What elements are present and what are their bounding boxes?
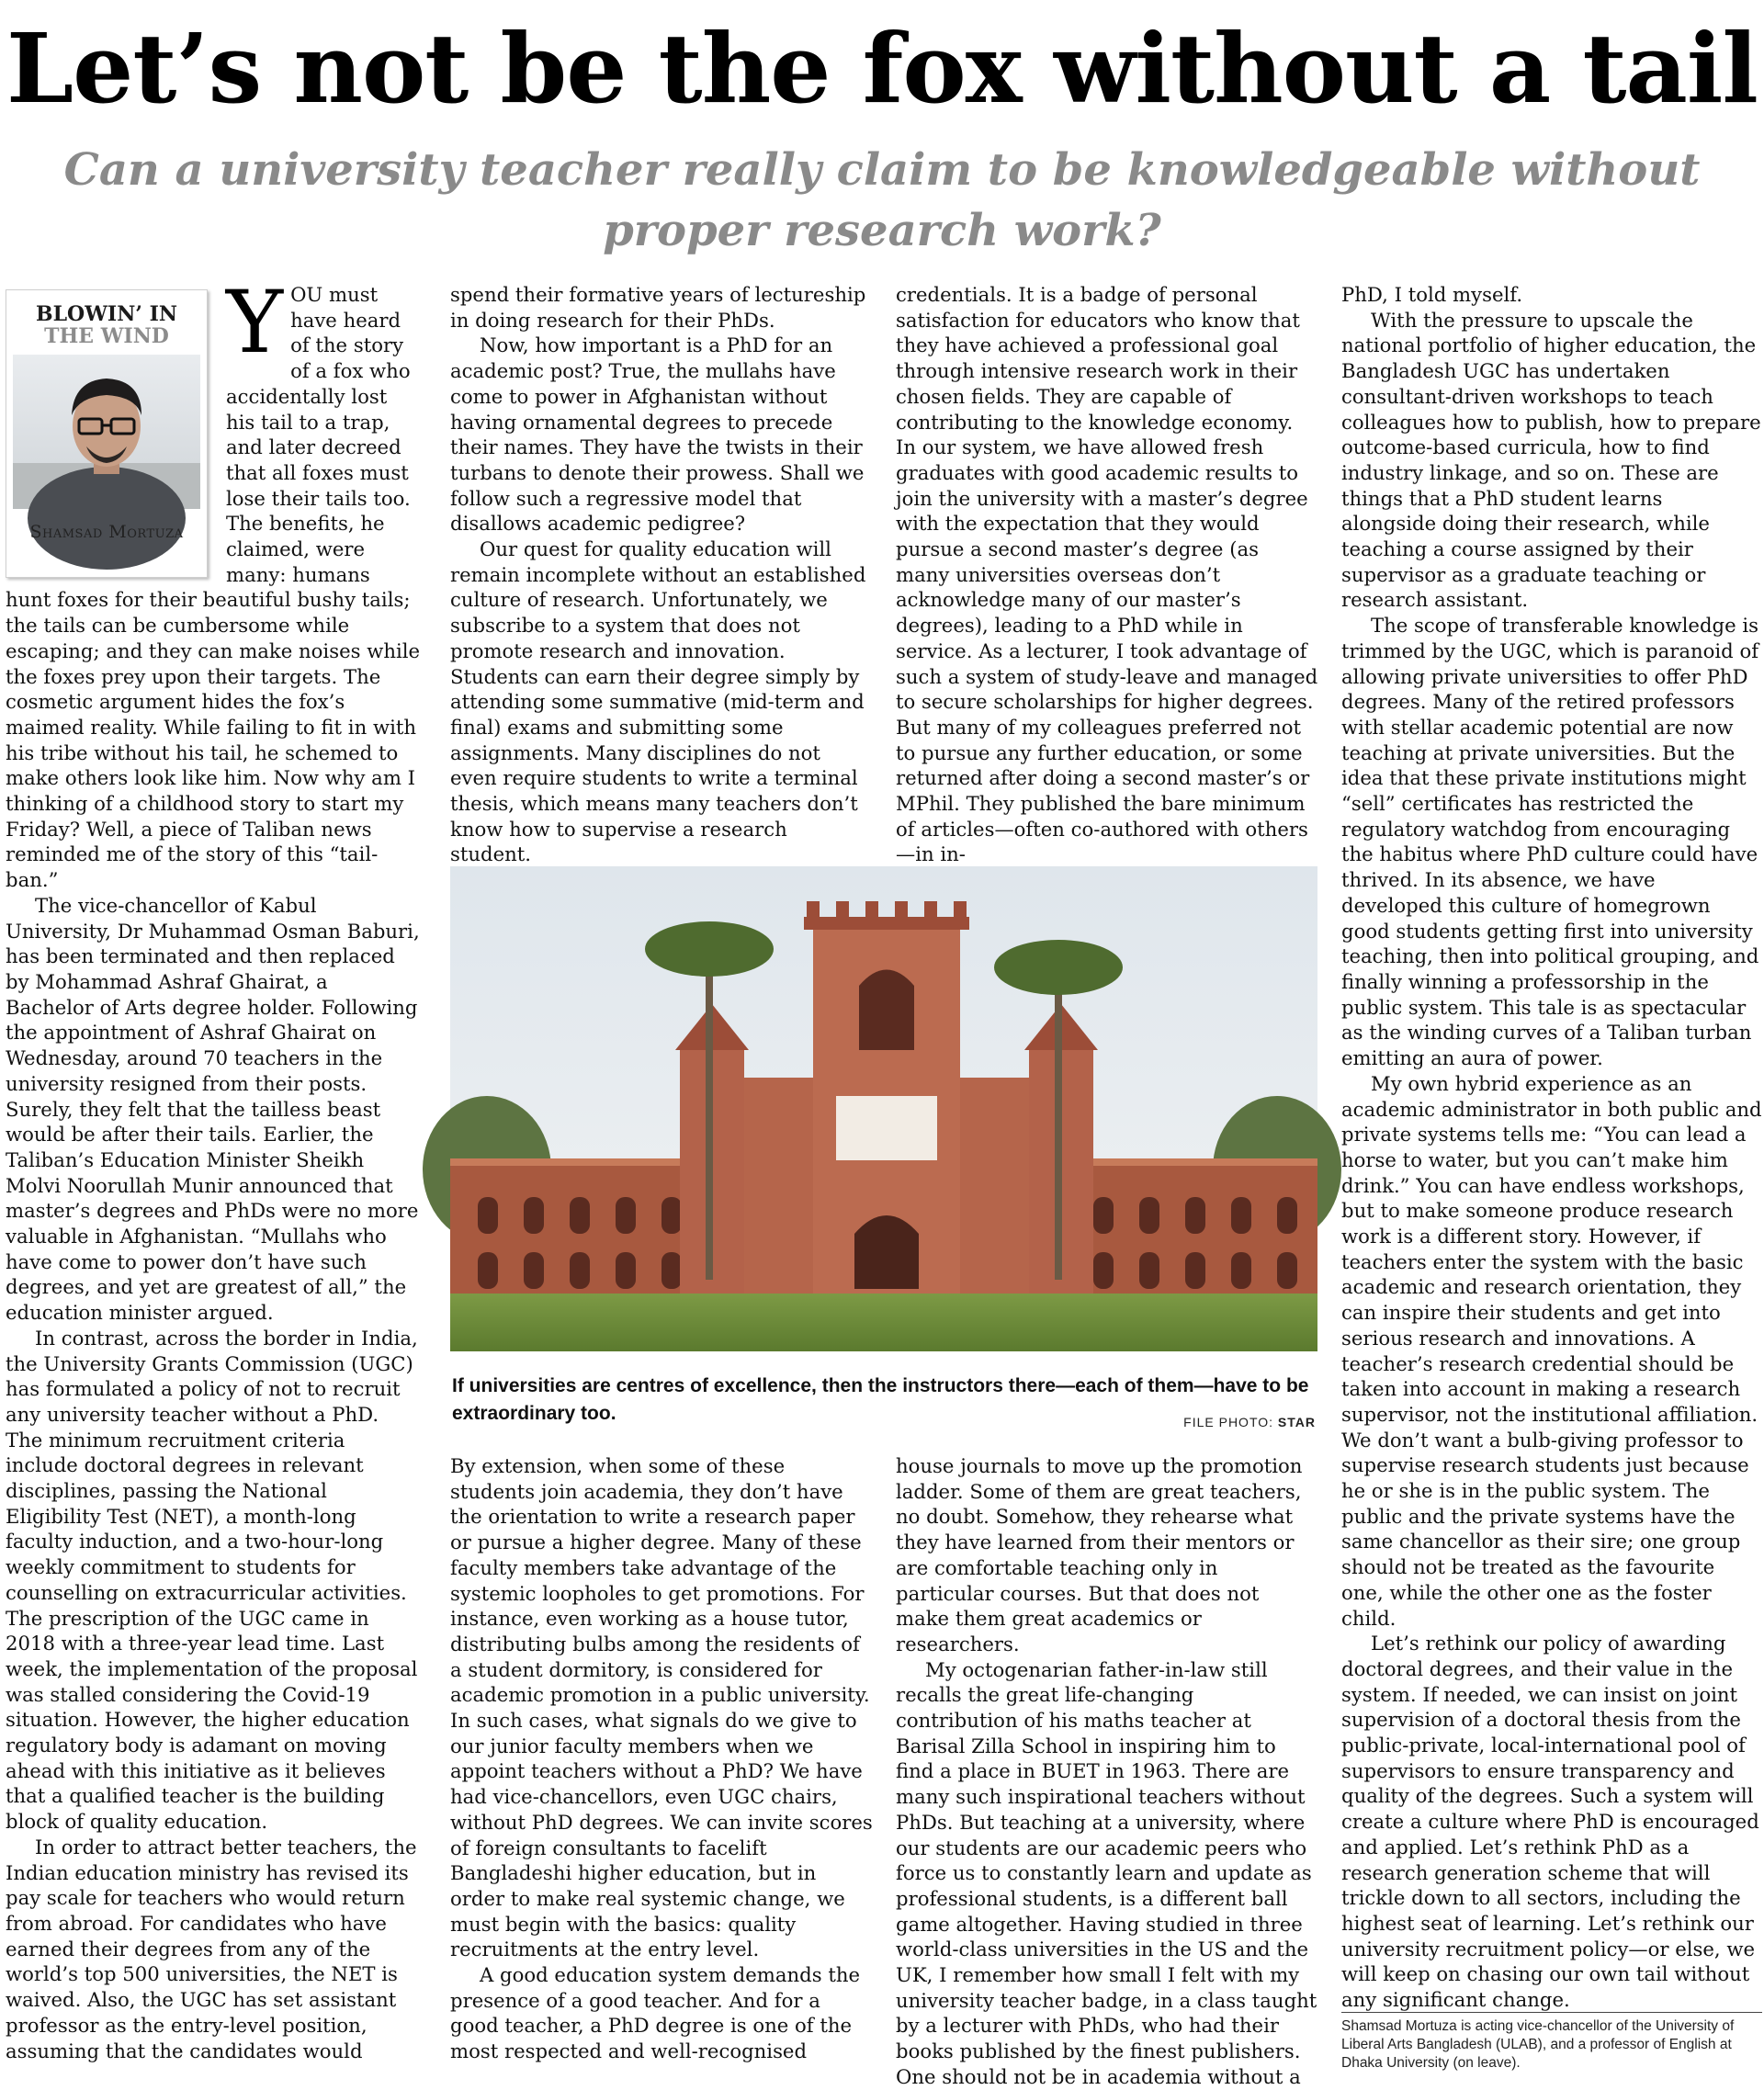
article-paragraph: Our quest for quality education will remain incomplete without an established culture of research. Unfortunately, we subscribe to a system that does not promote research and innovation. Students can earn their degree simply by attending some summative (mid-term and final) exams and submitting some assignments. Many disciplines do not even require students to write a terminal thesis, which means many teachers don’t know how to supervise a research student.	[450, 537, 866, 866]
article-paragraph: In contrast, across the border in India, the University Grants Commission (UGC) has formulated a policy of not to recruit any university teacher without a PhD. The minimum recruitment criteria include doctoral degrees in relevant disciplines, passing the National Eligibility Test (NET), a month-long faculty induction, and a two-hour-long weekly commitment to students for counselling on extracurricular activities. The prescription of the UGC came in 2018 with a three-year lead time. Last week, the implementation of the proposal was stalled considering the Covid-19 situation. However, the higher education regulatory body is adamant on moving ahead with this initiative as it believes that a qualified teacher is the building block of quality education.	[6, 1326, 418, 1834]
author-box	[6, 289, 208, 578]
column-name-sub: THE WIND	[44, 324, 169, 348]
article-paragraph: The vice-chancellor of Kabul University, Dr Muhammad Osman Baburi, has been terminated and then replaced by Mohammad Ashraf Ghairat, a Bachelor of Arts degree holder. Following the appointment of Ashraf Ghairat on Wednesday, around 70 teachers in the university resigned from their posts. Surely, they felt that the tailless beast would be after their tails. Earlier, the Taliban’s Education Minister Sheikh Molvi Noorullah Munir announced that master’s degrees and PhDs were no more valuable in Afghanistan. “Mullahs who have come to power don’t have such degrees, and yet are greatest of all,” the education minister argued.	[6, 893, 420, 1325]
article-column-4	[1341, 282, 1762, 2012]
subheadline: Can a university teacher really claim to be knowledgeable without proper research work?	[63, 144, 1701, 256]
university-building-photo	[450, 866, 1317, 1351]
photo-caption: If universities are centres of excellence, then the instructors there—each of them—have to be extraordinary too.	[452, 1375, 1309, 1424]
article-paragraph: credentials. It is a badge of personal satisfaction for educators who know that they have achieved a professional goal through intensive research work in their chosen fields. They are capable of contributing to the knowledge economy. In our system, we have allowed fresh graduates with good academic results to join the university with a master’s degree with the expectation that they would pursue a second master’s degree (as many universities overseas don’t acknowledge many of our master’s degrees), leading to a PhD while in service. As a lecturer, I took advantage of such a system of study-leave and managed to secure scholarships for higher degrees. But many of my colleagues preferred not to pursue any further education, or some returned after doing a second master’s or MPhil. They published the bare minimum of articles—often co-authored with others—in in-	[896, 283, 1318, 866]
article-paragraph: By extension, when some of these students join academia, they don’t have the orientation to write a research paper or pursue a higher degree. Many of these faculty members take advantage of the systemic loopholes to get promotions. For instance, even working as a house tutor, distributing bulbs among the residents of a student dormitory, is considered for academic promotion in a public university. In such cases, what signals do we give to our junior faculty members when we appoint teachers without a PhD? We have had vice-chancellors, even UGC chairs, without PhD degrees. We can invite scores of foreign consultants to facelift Bangladeshi higher education, but in order to make real systemic change, we must begin with the basics: quality recruitments at the entry level.	[450, 1454, 873, 1961]
article-paragraph: In order to attract better teachers, the Indian education ministry has revised its pay scale for teachers who would return from abroad. For candidates who have earned their degrees from any of the world’s top 500 universities, the NET is waived. Also, the UGC has set assistant professor as the entry-level position, assuming that the candidates would	[6, 1835, 417, 2062]
article-column-3	[896, 282, 1318, 866]
photo-credit-source: STAR	[1277, 1415, 1316, 1429]
article-paragraph: Let’s rethink our policy of awarding doctoral degrees, and their value in the system. If needed, we can insist on joint supervision of a doctoral thesis from the public-private, local-international pool of supervisors to ensure transparency and quality of the degrees. Such a system will create a culture where PhD is encouraged and applied. Let’s rethink PhD as a research generation scheme that will trickle down to all sectors, including the highest seat of learning. Let’s rethink our university recruitment policy—or else, we will keep on chasing our own tail without any significant change.	[1341, 1632, 1759, 2012]
article-paragraph: PhD, I told myself.	[1341, 283, 1523, 306]
article-column-2	[450, 282, 873, 866]
photo-credit	[1159, 1415, 1316, 1429]
article-column-1	[6, 273, 421, 2069]
article-paragraph: My own hybrid experience as an academic administrator in both public and private systems tells me: “You can lead a horse to water, but you can’t make him drink.” You can have endless workshops, but to make someone produce research work is a different story. However, if teachers enter the system with the basic academic and research orientation, they can inspire their students and get into serious research and innovations. A teacher’s research credential should be taken into account in making a research supervisor, not the institutional affiliation. We don’t want a bulb-giving professor to supervise research students just because he or she is in the public system. The public and the private systems have the same chancellor as their sire; one group should not be treated as the favourite one, while the other one as the foster child.	[1341, 1071, 1762, 1630]
article-paragraph: The scope of transferable knowledge is trimmed by the UGC, which is paranoid of allowing private universities to offer PhD degrees. Many of the retired professors with stellar academic potential are now teaching at private universities. But the idea that these private institutions might “sell” certificates has restricted the regulatory watchdog from encouraging the habitus where PhD culture could have thrived. In its absence, we have developed this culture of homegrown good students getting first into university teaching, then into political grouping, and finally winning a professorship in the public system. This tale is as spectacular as the winding curves of a Taliban turban emitting an aura of power.	[1341, 614, 1759, 1070]
article-paragraph: A good education system demands the presence of a good teacher. And for a good teacher, a PhD degree is one of the most respected and well-recognised	[450, 1963, 861, 2063]
article-column-2-lower	[450, 1453, 873, 2069]
photo-credit-prefix: FILE PHOTO:	[1183, 1415, 1274, 1429]
author-photo	[13, 355, 200, 509]
byline: Shamsad Mortuza	[29, 522, 184, 542]
article-paragraph: spend their formative years of lectureship in doing research for their PhDs.	[450, 283, 866, 332]
article-paragraph: OU must have heard of the story of a fox who accidentally lost his tail to a trap, and later decreed that all foxes must lose their tails too. The benefits, he claimed, were many: humans hunt foxes for their beautiful bushy tails; the tails can be cumbersome while escaping; and they can make noises while the foxes prey upon their targets. The cosmetic argument hides the fox’s maimed reality. While failing to fit in with his tribe without his tail, he schemed to make others look like him. Now why am I thinking of a childhood story to start my Friday? Well, a piece of Taliban news reminded me of the story of this “tail-ban.”	[6, 283, 421, 892]
article-paragraph: Now, how important is a PhD for an academic post? True, the mullahs have come to power in Afghanistan without having ornamental degrees to precede their names. They have the twists in their turbans to denote their prowess. Shall we follow such a regressive model that disallows academic pedigree?	[450, 333, 865, 536]
drop-cap: Y	[226, 273, 284, 373]
article-paragraph: My octogenarian father-in-law still recalls the great life-changing contribution of his maths teacher at Barisal Zilla School in inspiring him to find a place in BUET in 1963. There are many such inspirational teachers without PhDs. But teaching at a university, where our students are our academic peers who force us to constantly learn and update as professional students, is a different ball game altogether. Having studied in three world-class universities in the US and the UK, I remember how small I felt with my university teacher badge, in a class taught by a lecturer with PhDs, who had their books published by the finest publishers. One should not be in academia without a	[896, 1657, 1317, 2088]
author-note: Shamsad Mortuza is acting vice-chancellor of the University of Liberal Arts Bangladesh (ULAB), and a professor of English at Dhaka University (on leave).	[1341, 2012, 1762, 2073]
article-paragraph: house journals to move up the promotion ladder. Some of them are great teachers, no doubt. Somehow, they rehearse what they have learned from their mentors or are comfortable teaching only in particular courses. But that does not make them great academics or researchers.	[896, 1454, 1303, 1655]
headline: Let’s not be the fox without a tail	[6, 12, 1758, 125]
article-paragraph: With the pressure to upscale the national portfolio of higher education, the Bangladesh UGC has undertaken consultant-driven workshops to teach colleagues how to publish, how to prepare outcome-based curricula, how to find industry linkage, and so on. These are things that a PhD student learns alongside doing their research, while teaching a course assigned by their supervisor as a graduate teaching or research assistant.	[1341, 308, 1761, 612]
article-column-3-lower	[896, 1453, 1318, 2088]
column-name: BLOWIN’ IN	[35, 302, 178, 326]
